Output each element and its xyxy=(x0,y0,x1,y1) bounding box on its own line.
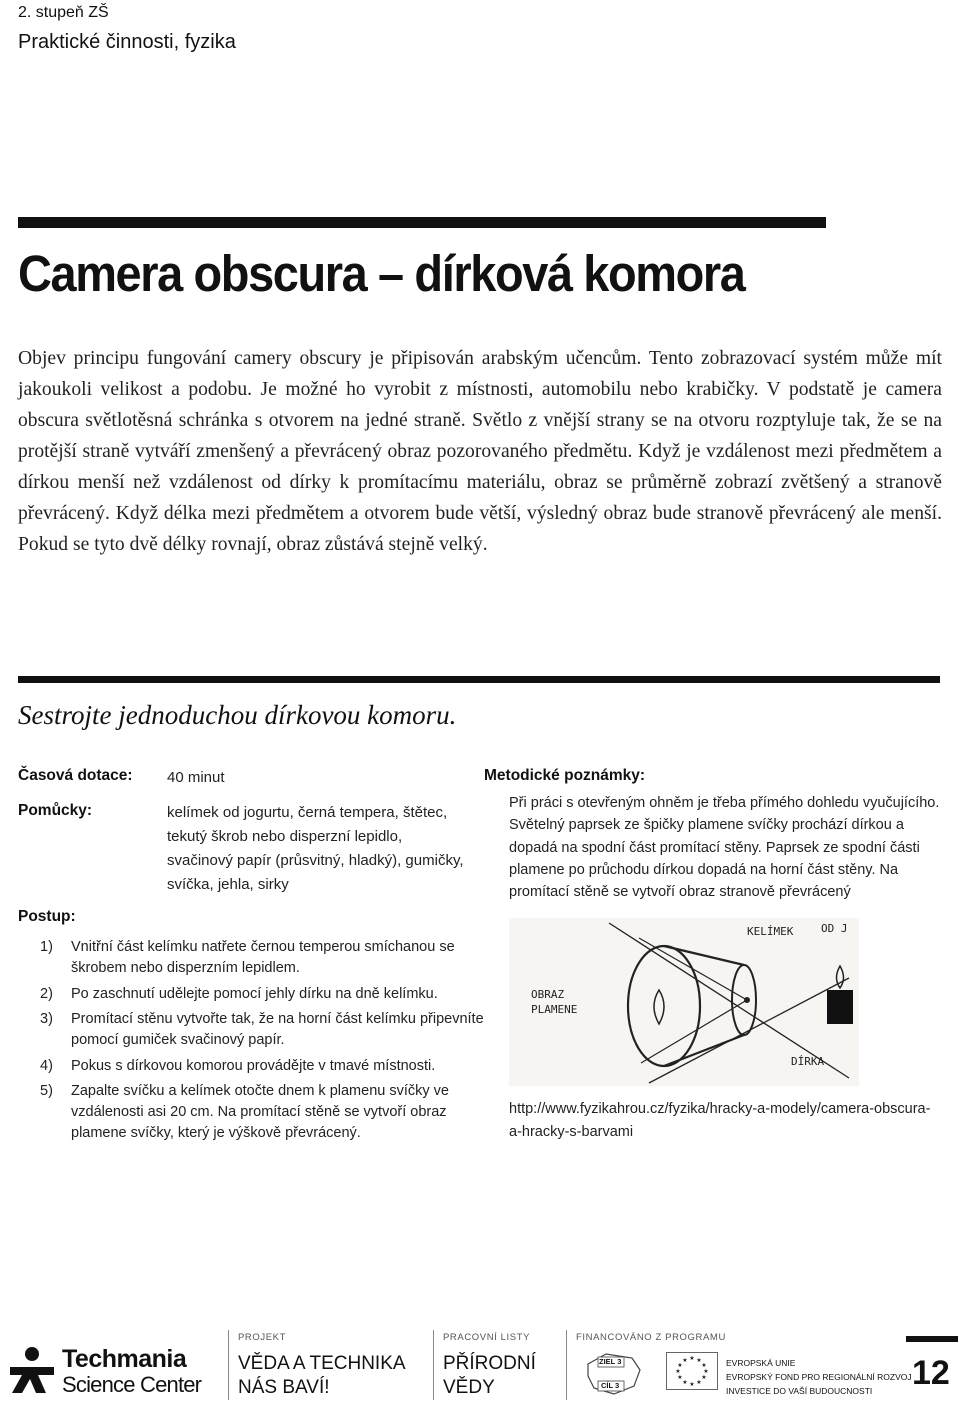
eu-line1: EVROPSKÁ UNIE xyxy=(726,1358,796,1368)
project-name-line2: NÁS BAVÍ! xyxy=(238,1377,330,1398)
project-name-line1: VĚDA A TECHNIKA xyxy=(238,1353,406,1374)
ziel3-logo-icon xyxy=(586,1352,642,1396)
sketch-label-od: OD J xyxy=(821,922,848,935)
grade-label: 2. stupeň ZŠ xyxy=(18,4,109,21)
procedure-steps xyxy=(18,937,488,1149)
step-number: 4) xyxy=(40,1057,53,1074)
svg-text:★: ★ xyxy=(703,1368,709,1375)
step-number: 3) xyxy=(40,1011,53,1027)
step-number: 1) xyxy=(40,939,53,955)
step-number: 5) xyxy=(40,1083,53,1099)
materials-value: kelímek od jogurtu, černá tempera, štětec, tekutý škrob nebo disperzní lepidlo, svačinový papír (průsvitný, hladký), gumičky, svíčka, jehla, sirky xyxy=(167,804,464,893)
footer-divider xyxy=(566,1330,567,1400)
svg-text:★: ★ xyxy=(696,1379,702,1386)
procedure-step xyxy=(18,1056,488,1077)
svg-text:★: ★ xyxy=(677,1362,683,1369)
task-heading: Sestrojte jednoduchou dírkovou komoru. xyxy=(18,700,457,730)
project-label: PROJEKT xyxy=(238,1332,287,1343)
footer-divider xyxy=(228,1330,229,1400)
sheets-name-line2: VĚDY xyxy=(443,1377,495,1398)
procedure-step xyxy=(18,1081,488,1144)
camera-obscura-sketch xyxy=(509,918,859,1086)
step-text: Pokus s dírkovou komorou provádějte v tmavé místnosti. xyxy=(71,1057,436,1074)
svg-text:★: ★ xyxy=(689,1381,695,1388)
notes-label: Metodické poznámky: xyxy=(484,767,646,784)
procedure-step xyxy=(18,937,488,979)
eu-line2: EVROPSKÝ FOND PRO REGIONÁLNÍ ROZVOJ xyxy=(726,1372,912,1382)
page-title: Camera obscura – dírková komora xyxy=(18,245,745,302)
step-text: Po zaschnutí udělejte pomocí jehly dírku na dně kelímku. xyxy=(71,985,438,1002)
notes-text: Při práci s otevřeným ohněm je třeba přímého dohledu vyučujícího. Světelný paprsek ze špičky plamene svíčky prochází dírkou a dopadá na spodní část promítací stěny. Paprsek ze spodní části plamene po průchodu dírkou dopadá na horní část stěny. Na promítací stěně se vytvoří obraz stranově převrácený xyxy=(509,795,940,901)
eu-flag-icon xyxy=(666,1352,718,1390)
cil3-text: CÍL 3 xyxy=(601,1381,620,1390)
step-text: Promítací stěnu vytvořte tak, že na horní část kelímku připevníte pomocí gumiček svačinový papír. xyxy=(71,1011,484,1048)
sketch-label-dirka: DÍRKA xyxy=(791,1055,825,1068)
svg-text:★: ★ xyxy=(701,1362,707,1369)
page-number-bar xyxy=(906,1336,958,1342)
materials-label: Pomůcky: xyxy=(18,802,93,819)
svg-text:★: ★ xyxy=(689,1355,695,1362)
source-url: http://www.fyzikahrou.cz/fyzika/hracky-a-modely/camera-obscura-a-hracky-s-barvami xyxy=(509,1101,931,1140)
step-text: Vnitřní část kelímku natřete černou temperou smíchanou se škrobem nebo disperzním lepidlem. xyxy=(71,939,455,976)
svg-text:★: ★ xyxy=(677,1374,683,1381)
procedure-step xyxy=(18,1009,488,1051)
subject-label: Praktické činnosti, fyzika xyxy=(18,31,236,53)
funding-label: FINANCOVÁNO Z PROGRAMU xyxy=(576,1332,726,1343)
svg-text:★: ★ xyxy=(682,1357,688,1364)
techmania-logo-icon xyxy=(8,1345,56,1395)
footer-divider xyxy=(433,1330,434,1400)
procedure-step xyxy=(18,984,488,1005)
title-rule xyxy=(18,217,826,228)
step-number: 2) xyxy=(40,985,53,1002)
procedure-label: Postup: xyxy=(18,908,76,925)
time-label: Časová dotace: xyxy=(18,767,133,784)
ziel3-text: ZIEL 3 xyxy=(599,1357,622,1366)
svg-text:★: ★ xyxy=(682,1379,688,1386)
section-rule xyxy=(18,676,940,683)
techmania-logo-line2: Science Center xyxy=(62,1372,202,1397)
sheets-label: PRACOVNÍ LISTY xyxy=(443,1332,531,1343)
svg-text:★: ★ xyxy=(675,1368,681,1375)
techmania-logo-line1: Techmania xyxy=(62,1345,187,1373)
svg-text:★: ★ xyxy=(701,1374,707,1381)
time-value: 40 minut xyxy=(167,769,225,786)
eu-line3: INVESTICE DO VAŠÍ BUDOUCNOSTI xyxy=(726,1386,873,1396)
intro-paragraph: Objev principu fungování camery obscury je připisován arabským učencům. Tento zobrazovací systém může mít jakoukoli velikost a podobu. Je možné ho vyrobit z místnosti, automobilu nebo krabičky. V podstatě je camera obscura světlotěsná schránka s otvorem na jedné straně. Světlo z vnější strany se na otvoru rozptyluje tak, že se na protější straně vytváří zmenšený a převrácený obraz pozorovaného předmětu. Když je vzdálenost mezi předmětem a dírkou menší než vzdálenost od dírky k promítacímu materiálu, obraz se průměrně zobrazí zvětšený a stranově převrácený. Když délka mezi předmětem a otvorem bude větší, výsledný obraz bude stranově převrácený ale menší. Pokud se tyto dvě délky rovnají, obraz zůstává stejně velký. xyxy=(18,348,942,555)
sheets-name-line1: PŘÍRODNÍ xyxy=(443,1353,536,1374)
sketch-label-kelimek: KELÍMEK xyxy=(747,925,794,938)
sketch-label-plamene: PLAMENE xyxy=(531,1003,578,1016)
svg-text:★: ★ xyxy=(696,1357,702,1364)
page-number: 12 xyxy=(912,1354,950,1392)
sketch-label-obraz: OBRAZ xyxy=(531,988,565,1001)
step-text: Zapalte svíčku a kelímek otočte dnem k plamenu svíčky ve vzdálenosti asi 20 cm. Na promítací stěně se vytvoří obraz plamene svíčky, který je výškově převrácený. xyxy=(71,1083,449,1141)
